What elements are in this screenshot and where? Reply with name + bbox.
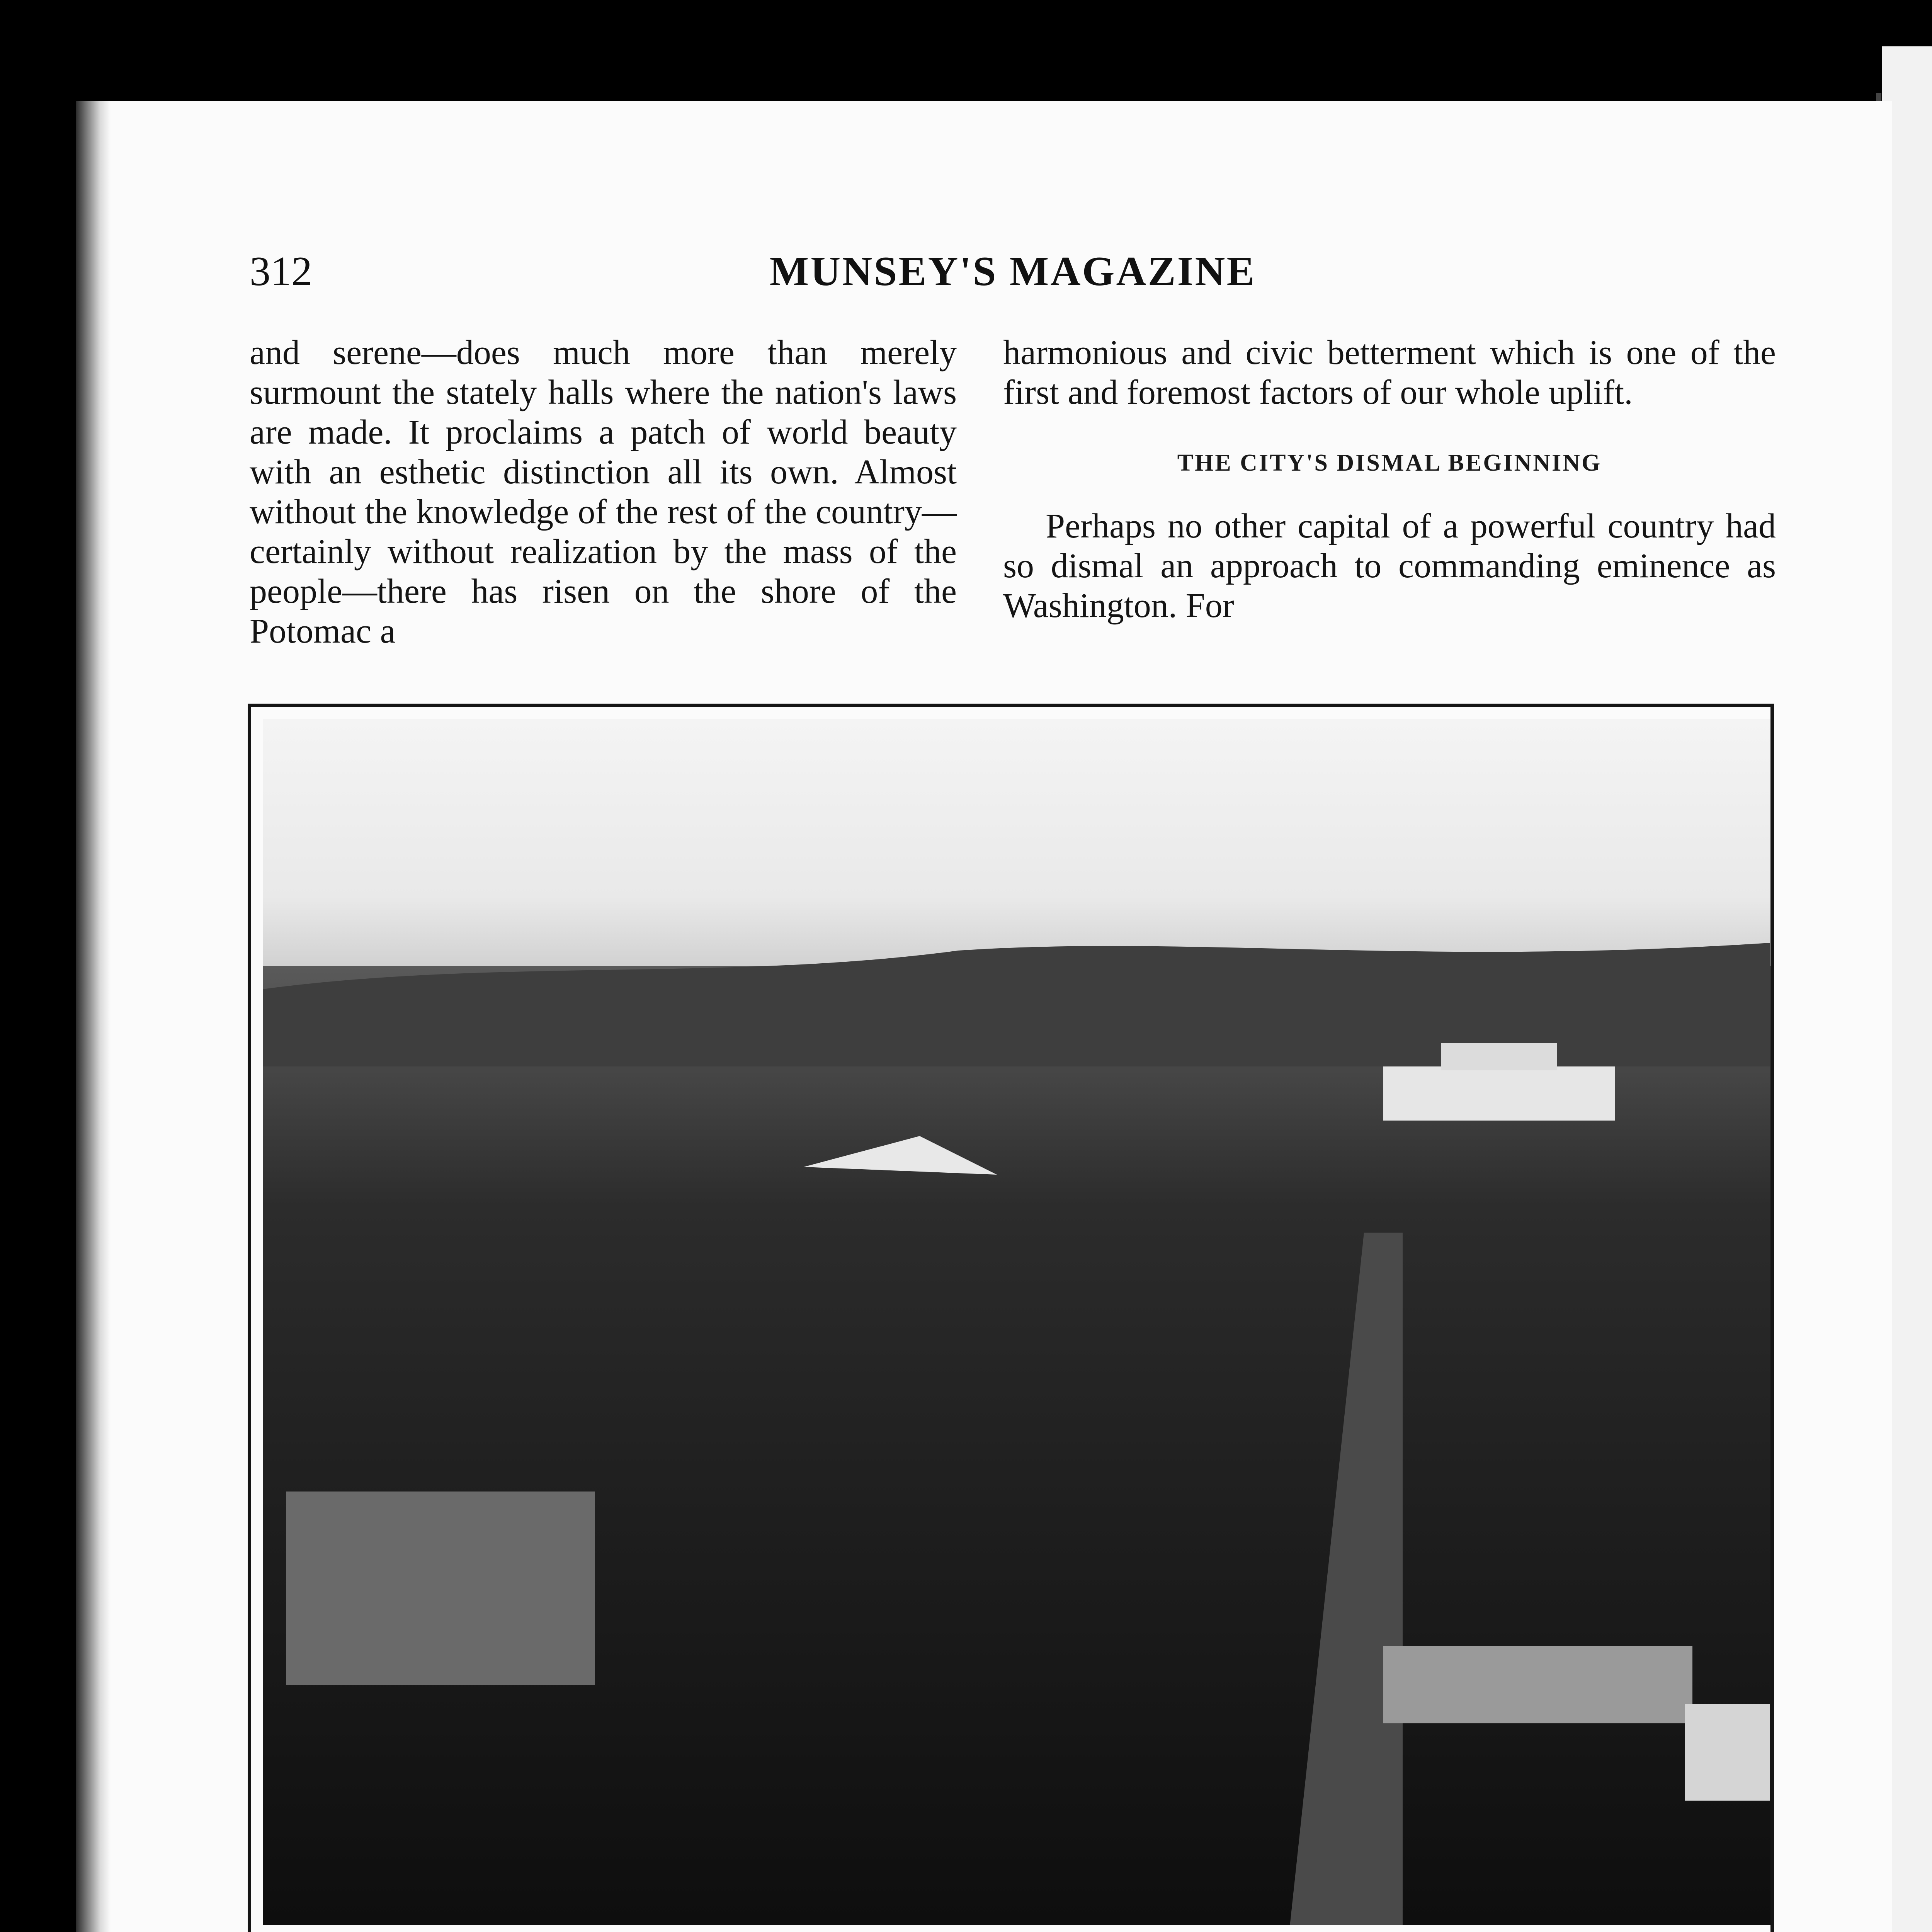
magazine-page (76, 101, 1892, 1932)
running-head: MUNSEY'S MAGAZINE (769, 248, 1256, 294)
top-right-paragraph: harmonious and civic betterment which is one of the first and foremost factors of our whole uplift. (1003, 333, 1776, 412)
top-right-column (1003, 333, 1776, 626)
top-right-paragraph-2: Perhaps no other capital of a powerful country had so dismal an approach to commanding eminence as Washington. For (1003, 507, 1776, 625)
page-binding-shadow (76, 101, 111, 1932)
section-subheading: THE CITY'S DISMAL BEGINNING (1177, 450, 1602, 476)
top-left-paragraph: and serene—does much more than merely surmount the stately halls where the nation's laws are made. It proclaims a patch of world beauty with an esthetic distinction all its own. Almost without the knowledge of the rest of the country—certainly without realization by the mass of the people—there has risen on the shore of the Potomac a (250, 333, 957, 650)
cityscape-shapes (263, 719, 1770, 1925)
panorama-photo (263, 719, 1770, 1925)
top-left-column (250, 333, 957, 651)
figure-frame (248, 704, 1774, 1932)
page-number: 312 (250, 248, 312, 294)
